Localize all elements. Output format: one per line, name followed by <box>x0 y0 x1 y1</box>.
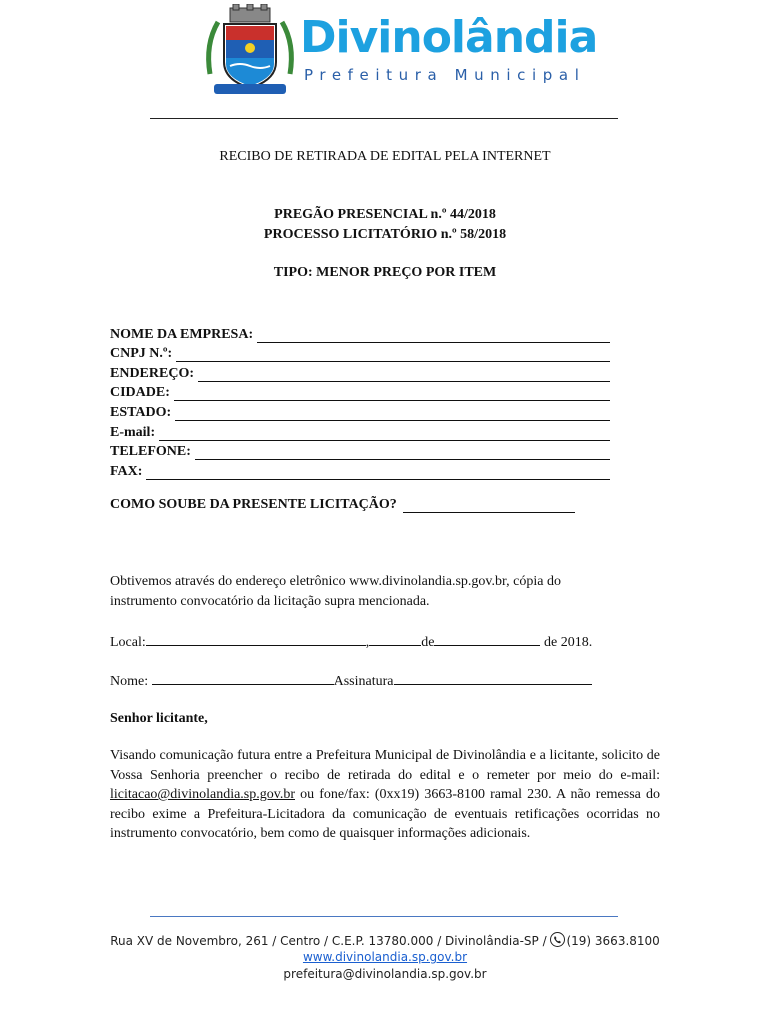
how-question: COMO SOUBE DA PRESENTE LICITAÇÃO? <box>110 497 397 512</box>
footer-email[interactable]: prefeitura@divinolandia.sp.gov.br <box>283 967 487 981</box>
footer-phone: (19) 3663.8100 <box>566 934 660 948</box>
footer-divider <box>150 916 618 917</box>
footer-website-link[interactable]: www.divinolandia.sp.gov.br <box>302 950 468 964</box>
footer-email-line <box>0 967 770 981</box>
fill-line[interactable] <box>257 328 610 343</box>
local-fill-line[interactable] <box>146 631 366 646</box>
field-fax <box>110 460 610 480</box>
fill-line[interactable] <box>176 347 610 362</box>
field-label: NOME DA EMPRESA: <box>110 326 254 342</box>
company-fields <box>110 323 610 480</box>
fill-line[interactable] <box>146 465 610 480</box>
municipal-crest-logo <box>200 4 300 104</box>
field-telefone <box>110 441 610 461</box>
fill-line[interactable] <box>403 498 575 513</box>
licitacao-email-link[interactable]: licitacao@divinolandia.sp.gov.br <box>110 787 295 803</box>
greeting: Senhor licitante, <box>110 711 208 726</box>
obtained-line-2: instrumento convocatório da licitação supra mencionada. <box>110 593 430 609</box>
field-label: FAX: <box>110 463 143 479</box>
signature-line <box>110 670 660 692</box>
obtained-paragraph <box>110 572 660 611</box>
fill-line[interactable] <box>159 426 610 441</box>
field-nome-empresa <box>110 323 610 343</box>
field-label: E-mail: <box>110 424 156 440</box>
pregao-number: PREGÃO PRESENCIAL n.º 44/2018 <box>274 207 496 222</box>
body-text-2: ou fone/fax: (0xx19) 3663-8100 ramal 230. <box>295 787 552 803</box>
assinatura-fill-line[interactable] <box>394 670 592 685</box>
field-label: CNPJ N.º: <box>110 346 173 362</box>
brand-subtitle: Prefeitura Municipal <box>304 66 586 84</box>
body-text-3: A não remessa do recibo exime a Prefeitura-Licitadora da comunicação de eventuais retificações ocorridas no instrumento convocatório, bem como de quaisquer informações adicionais. <box>110 787 660 842</box>
document-title: RECIBO DE RETIRADA DE EDITAL PELA INTERNET <box>219 149 551 164</box>
obtained-line-1: Obtivemos através do endereço eletrônico www.divinolandia.sp.gov.br, cópia do <box>110 574 561 589</box>
fill-line[interactable] <box>174 386 610 401</box>
day-fill-line[interactable] <box>369 631 421 646</box>
header-divider <box>150 118 618 119</box>
footer-website-line <box>0 950 770 964</box>
body-paragraph <box>110 746 660 844</box>
local-label: Local: <box>110 635 146 650</box>
nome-fill-line[interactable] <box>152 670 334 685</box>
field-endereco <box>110 362 610 382</box>
field-email <box>110 421 610 441</box>
local-year: de 2018. <box>543 635 593 650</box>
field-estado <box>110 401 610 421</box>
assinatura-label: Assinatura <box>333 674 394 689</box>
footer-address: Rua XV de Novembro, 261 / Centro / C.E.P. 13780.000 / Divinolândia-SP / <box>110 934 551 948</box>
field-label: ENDEREÇO: <box>110 365 195 381</box>
local-date-line <box>110 631 660 653</box>
nome-label: Nome: <box>110 674 149 689</box>
local-comma: , <box>365 635 370 650</box>
fill-line[interactable] <box>195 445 610 460</box>
brand-name: Divinolândia <box>300 12 598 63</box>
field-label: CIDADE: <box>110 385 170 401</box>
footer-address-line <box>0 932 770 948</box>
month-fill-line[interactable] <box>434 631 540 646</box>
phone-icon <box>550 932 565 947</box>
local-de: de <box>421 635 435 650</box>
processo-number: PROCESSO LICITATÓRIO n.º 58/2018 <box>263 227 507 242</box>
how-did-you-hear <box>110 497 612 513</box>
tipo-line: TIPO: MENOR PREÇO POR ITEM <box>273 265 497 280</box>
field-label: ESTADO: <box>110 404 172 420</box>
header <box>200 4 598 104</box>
field-cidade <box>110 382 610 402</box>
field-label: TELEFONE: <box>110 444 191 460</box>
field-cnpj <box>110 343 610 363</box>
body-text-1: Visando comunicação futura entre a Prefeitura Municipal de Divinolândia e a licitante, solicito de Vossa Senhoria preencher o recibo de retirada do edital e o remeter por meio do e-mail: <box>110 748 660 783</box>
fill-line[interactable] <box>175 406 610 421</box>
fill-line[interactable] <box>198 367 610 382</box>
